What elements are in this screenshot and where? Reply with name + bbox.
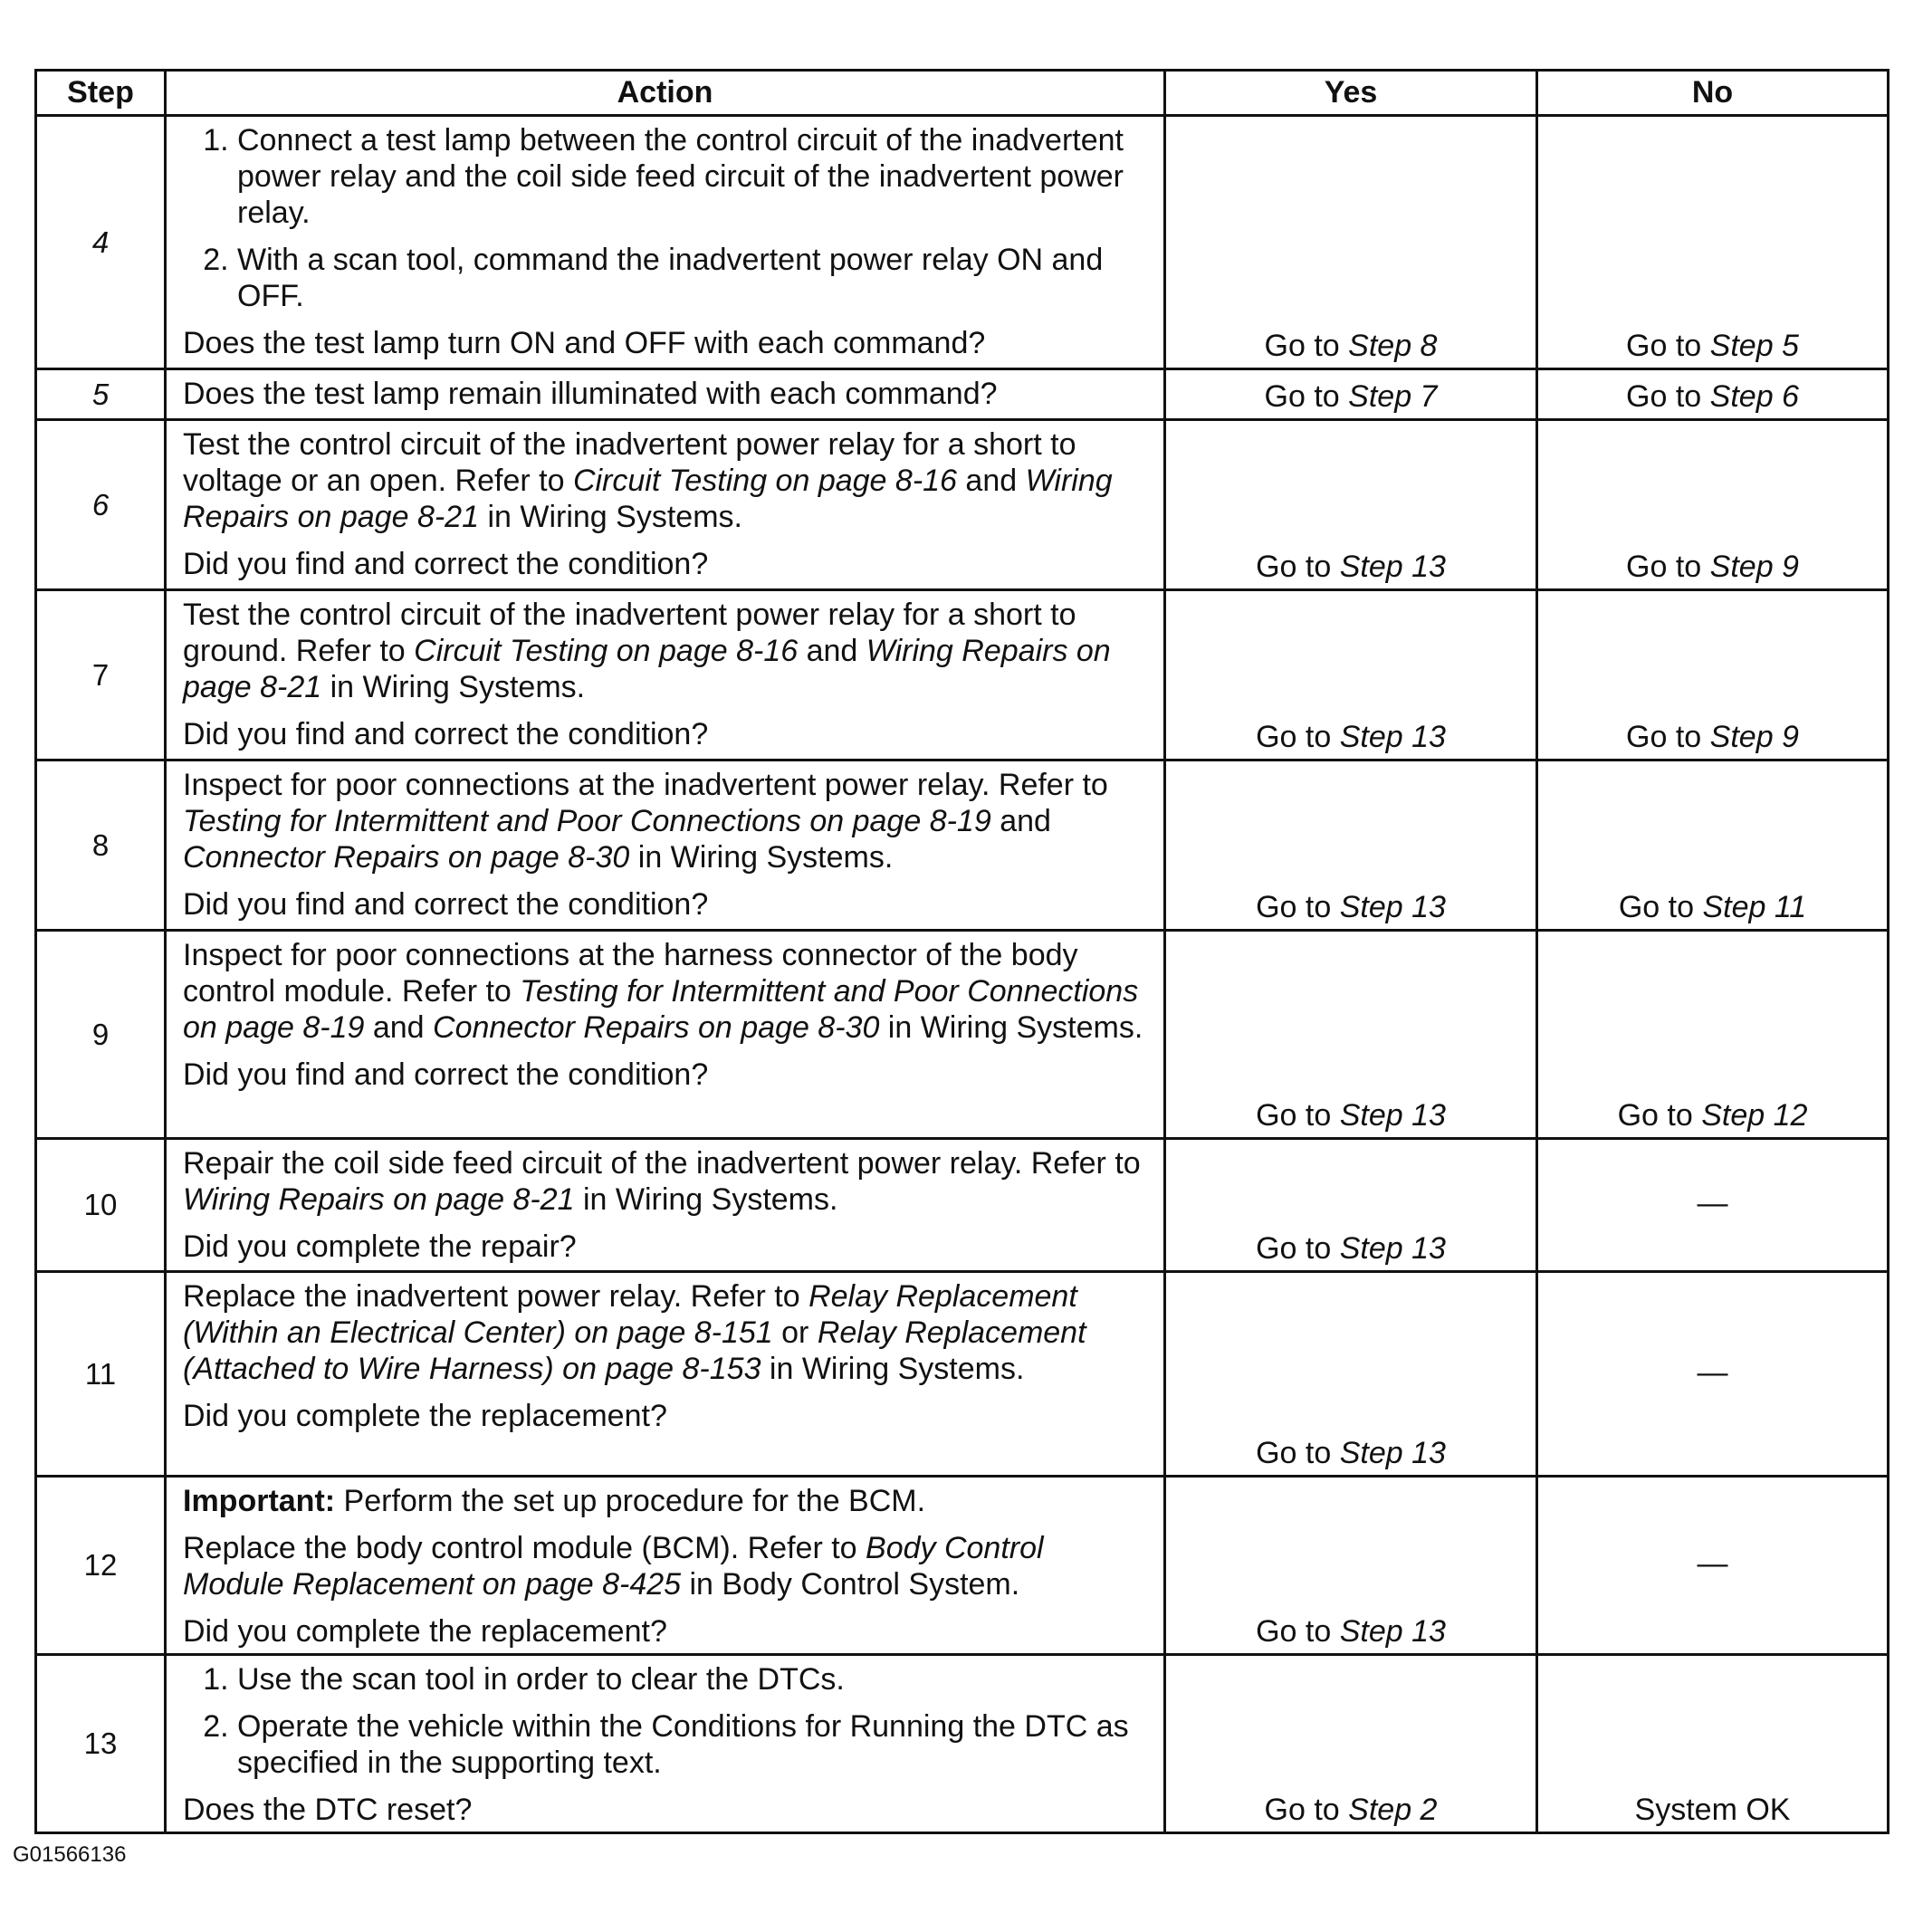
table-row [36,369,1889,420]
header-no: No [1537,71,1889,116]
action-cell [166,931,1165,1139]
action-text: Inspect for poor connections at the harness connector of the body control module. Refer to [183,938,1078,1009]
action-question: Did you find and correct the condition? [183,547,709,581]
no-cell-dash: — [1537,1139,1889,1272]
reference-link: Testing for Intermittent and Poor Connections on page 8-19 [183,804,991,838]
go-to-text: Go to [1626,329,1702,363]
list-item: 2. Operate the vehicle within the Conditions for Running the DTC as specified in the supporting text. [237,1708,1151,1781]
no-cell [1537,590,1889,760]
action-text: and [364,1010,434,1045]
step-number: 6 [36,420,166,590]
yes-cell [1165,116,1537,369]
go-to-text: Go to [1256,550,1332,584]
action-question: Did you find and correct the condition? [183,717,709,751]
reference-link: Connector Repairs on page 8-30 [183,840,630,875]
yes-cell [1165,1139,1537,1272]
list-item: 1. Connect a test lamp between the control circuit of the inadvertent power relay and the coil side feed circuit of the inadvertent power relay. [237,122,1151,231]
list-item: 2. With a scan tool, command the inadvertent power relay ON and OFF. [237,242,1151,314]
table-row [36,1655,1889,1833]
table-row [36,1272,1889,1477]
table-row [36,931,1889,1139]
no-cell: System OK [1537,1655,1889,1833]
action-cell [166,1477,1165,1655]
table-row [36,760,1889,931]
yes-step-link: Step 13 [1339,550,1446,584]
yes-cell [1165,369,1537,420]
action-text: or [772,1315,818,1350]
action-cell [166,420,1165,590]
action-cell [166,1139,1165,1272]
no-step-link: Step 12 [1701,1098,1808,1133]
yes-step-link: Step 13 [1339,1436,1446,1470]
go-to-text: Go to [1617,1098,1693,1133]
go-to-text: Go to [1626,550,1702,584]
action-text: Repair the coil side feed circuit of the inadvertent power relay. Refer to [183,1146,1141,1181]
header-step: Step [36,71,166,116]
yes-step-link: Step 2 [1348,1793,1438,1827]
step-number: 13 [36,1655,166,1833]
action-text: Test the control circuit of the inadvertent power relay for a short to ground. Refer to [183,598,1076,668]
no-cell [1537,420,1889,590]
no-step-link: Step 5 [1709,329,1799,363]
action-cell [166,1655,1165,1833]
action-question: Did you complete the repair? [183,1229,577,1264]
yes-cell [1165,1477,1537,1655]
action-text: and [798,634,866,668]
yes-step-link: Step 13 [1339,720,1446,754]
yes-cell [1165,931,1537,1139]
table-row [36,116,1889,369]
no-cell-dash: — [1537,1477,1889,1655]
go-to-text: Go to [1256,1098,1332,1133]
reference-link: Connector Repairs on page 8-30 [433,1010,880,1045]
step-number: 10 [36,1139,166,1272]
action-instruction [183,426,1151,535]
reference-link: Wiring Repairs on page 8-21 [183,634,1111,704]
yes-cell [1165,420,1537,590]
action-text: Test the control circuit of the inadvertent power relay for a short to voltage or an open. Refer to [183,427,1076,498]
reference-link: Body Control Module Replacement on page 8-425 [183,1531,1044,1602]
step-number: 12 [36,1477,166,1655]
action-instruction [183,1145,1151,1218]
yes-step-link: Step 13 [1339,1231,1446,1266]
diagnostic-table [34,69,1890,1834]
header-row [36,71,1889,116]
go-to-text: Go to [1256,1231,1332,1266]
no-step-link: Step 11 [1702,890,1807,924]
go-to-text: Go to [1256,890,1332,924]
no-cell [1537,760,1889,931]
table-row [36,1139,1889,1272]
header-yes: Yes [1165,71,1537,116]
header-action: Action [166,71,1165,116]
action-list [183,1661,1151,1781]
yes-step-link: Step 13 [1339,890,1446,924]
action-question: Did you complete the replacement? [183,1614,667,1649]
action-text: Replace the inadvertent power relay. Refer to [183,1279,809,1314]
reference-link: Testing for Intermittent and Poor Connections on page 8-19 [183,974,1139,1045]
step-number: 7 [36,590,166,760]
action-question: Does the test lamp turn ON and OFF with each command? [183,326,986,360]
table-row [36,420,1889,590]
important-text: Perform the set up procedure for the BCM. [335,1484,926,1518]
go-to-text: Go to [1256,720,1332,754]
go-to-text: Go to [1626,379,1702,414]
action-text: and [990,804,1051,838]
reference-link: Relay Replacement (Attached to Wire Harness) on page 8-153 [183,1315,1086,1386]
reference-link: Circuit Testing on page 8-16 [572,464,957,498]
yes-cell [1165,760,1537,931]
action-question: Did you find and correct the condition? [183,1057,709,1092]
action-text: in Wiring Systems. [761,1352,1025,1386]
action-instruction [183,1278,1151,1387]
no-step-link: Step 9 [1709,720,1799,754]
action-cell [166,760,1165,931]
action-instruction [183,767,1151,875]
reference-link: Circuit Testing on page 8-16 [414,634,799,668]
list-item: 1. Use the scan tool in order to clear the DTCs. [237,1661,1151,1698]
no-cell [1537,116,1889,369]
action-cell [166,369,1165,420]
action-text: in Wiring Systems. [321,670,586,704]
go-to-text: Go to [1618,890,1695,924]
yes-step-link: Step 7 [1348,379,1438,414]
reference-link: Wiring Repairs on page 8-21 [183,464,1113,534]
action-text: in Wiring Systems. [629,840,894,875]
important-label: Important: [183,1484,336,1518]
action-question: Did you find and correct the condition? [183,887,709,922]
go-to-text: Go to [1264,329,1340,363]
yes-step-link: Step 13 [1339,1614,1446,1649]
step-number: 9 [36,931,166,1139]
action-list [183,122,1151,314]
action-cell [166,116,1165,369]
no-cell-dash: — [1537,1272,1889,1477]
no-step-link: Step 9 [1709,550,1799,584]
action-cell [166,590,1165,760]
action-text: in Wiring Systems. [879,1010,1143,1045]
yes-cell [1165,1655,1537,1833]
step-number: 5 [36,369,166,420]
go-to-text: Go to [1256,1614,1332,1649]
yes-cell [1165,590,1537,760]
step-number: 8 [36,760,166,931]
table-row [36,590,1889,760]
step-number: 11 [36,1272,166,1477]
go-to-text: Go to [1626,720,1702,754]
action-text: in Body Control System. [681,1567,1020,1602]
action-question: Does the test lamp remain illuminated with each command? [183,377,998,411]
action-instruction [183,937,1151,1046]
reference-link: Relay Replacement (Within an Electrical Center) on page 8-151 [183,1279,1077,1350]
no-cell [1537,931,1889,1139]
step-number: 4 [36,116,166,369]
yes-step-link: Step 8 [1348,329,1438,363]
no-step-link: Step 6 [1709,379,1799,414]
table-row [36,1477,1889,1655]
important-note [183,1483,1151,1519]
go-to-text: Go to [1264,1793,1340,1827]
action-question: Does the DTC reset? [183,1793,473,1827]
action-instruction [183,597,1151,705]
action-cell [166,1272,1165,1477]
action-text: in Wiring Systems. [574,1182,838,1217]
yes-step-link: Step 13 [1339,1098,1446,1133]
reference-link: Wiring Repairs on page 8-21 [183,1182,575,1217]
yes-cell [1165,1272,1537,1477]
action-text: Replace the body control module (BCM). Refer to [183,1531,866,1565]
go-to-text: Go to [1256,1436,1332,1470]
figure-id: G01566136 [13,1842,127,1867]
action-text: in Wiring Systems. [479,500,742,534]
action-question: Did you complete the replacement? [183,1399,667,1433]
action-text: and [956,464,1026,498]
no-cell [1537,369,1889,420]
action-instruction [183,1530,1151,1602]
action-text: Inspect for poor connections at the inadvertent power relay. Refer to [183,768,1108,802]
go-to-text: Go to [1264,379,1340,414]
